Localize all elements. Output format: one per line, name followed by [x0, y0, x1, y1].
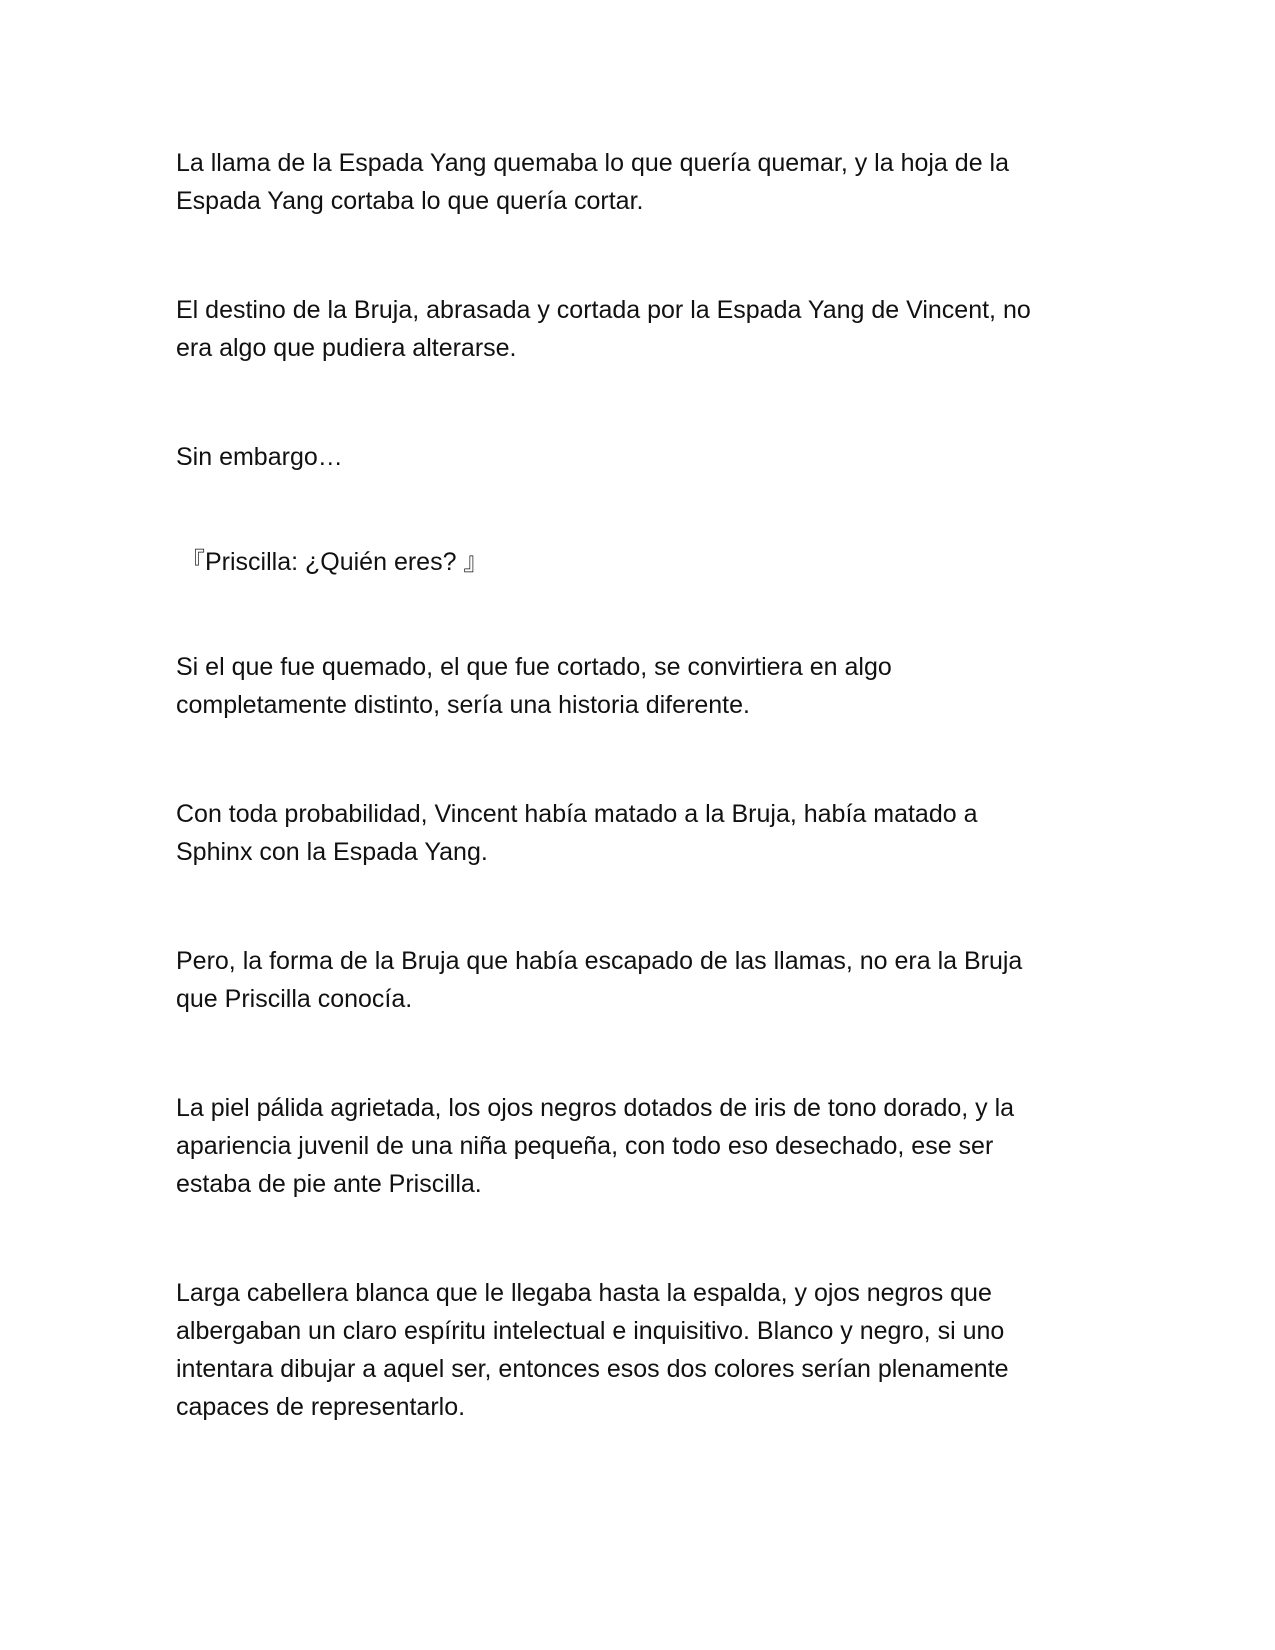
paragraph-3	[176, 438, 1076, 476]
paragraph-5	[176, 648, 1076, 724]
paragraph-1	[176, 144, 1076, 220]
paragraph-line: Pero, la forma de la Bruja que había escapado de las llamas, no era la Bruja	[176, 947, 1023, 975]
paragraph-line: 『Priscilla: ¿Quién eres? 』	[180, 548, 489, 576]
paragraph-7	[176, 942, 1076, 1018]
paragraph-line: que Priscilla conocía.	[176, 985, 413, 1013]
paragraph-line: completamente distinto, sería una historia diferente.	[176, 691, 750, 719]
paragraph-8	[176, 1089, 1076, 1203]
paragraph-line: La llama de la Espada Yang quemaba lo que quería quemar, y la hoja de la	[176, 149, 1009, 177]
paragraph-line: capaces de representarlo.	[176, 1393, 466, 1421]
paragraph-line: Sphinx con la Espada Yang.	[176, 838, 488, 866]
paragraph-line: albergaban un claro espíritu intelectual e inquisitivo. Blanco y negro, si uno	[176, 1317, 1005, 1345]
paragraph-line: estaba de pie ante Priscilla.	[176, 1170, 482, 1198]
dialogue-line	[180, 543, 1076, 581]
paragraph-line: Sin embargo…	[176, 443, 343, 471]
paragraph-line: La piel pálida agrietada, los ojos negros dotados de iris de tono dorado, y la	[176, 1094, 1015, 1122]
paragraph-line: Si el que fue quemado, el que fue cortado, se convirtiera en algo	[176, 653, 892, 681]
paragraph-line: Espada Yang cortaba lo que quería cortar.	[176, 187, 644, 215]
paragraph-line: intentara dibujar a aquel ser, entonces esos dos colores serían plenamente	[176, 1355, 1009, 1383]
document-body	[176, 144, 1076, 1497]
paragraph-2	[176, 291, 1076, 367]
paragraph-9	[176, 1274, 1076, 1426]
paragraph-line: Larga cabellera blanca que le llegaba hasta la espalda, y ojos negros que	[176, 1279, 992, 1307]
paragraph-line: Con toda probabilidad, Vincent había matado a la Bruja, había matado a	[176, 800, 978, 828]
paragraph-line: El destino de la Bruja, abrasada y cortada por la Espada Yang de Vincent, no	[176, 296, 1031, 324]
paragraph-line: apariencia juvenil de una niña pequeña, con todo eso desechado, ese ser	[176, 1132, 994, 1160]
paragraph-6	[176, 795, 1076, 871]
paragraph-line: era algo que pudiera alterarse.	[176, 334, 517, 362]
